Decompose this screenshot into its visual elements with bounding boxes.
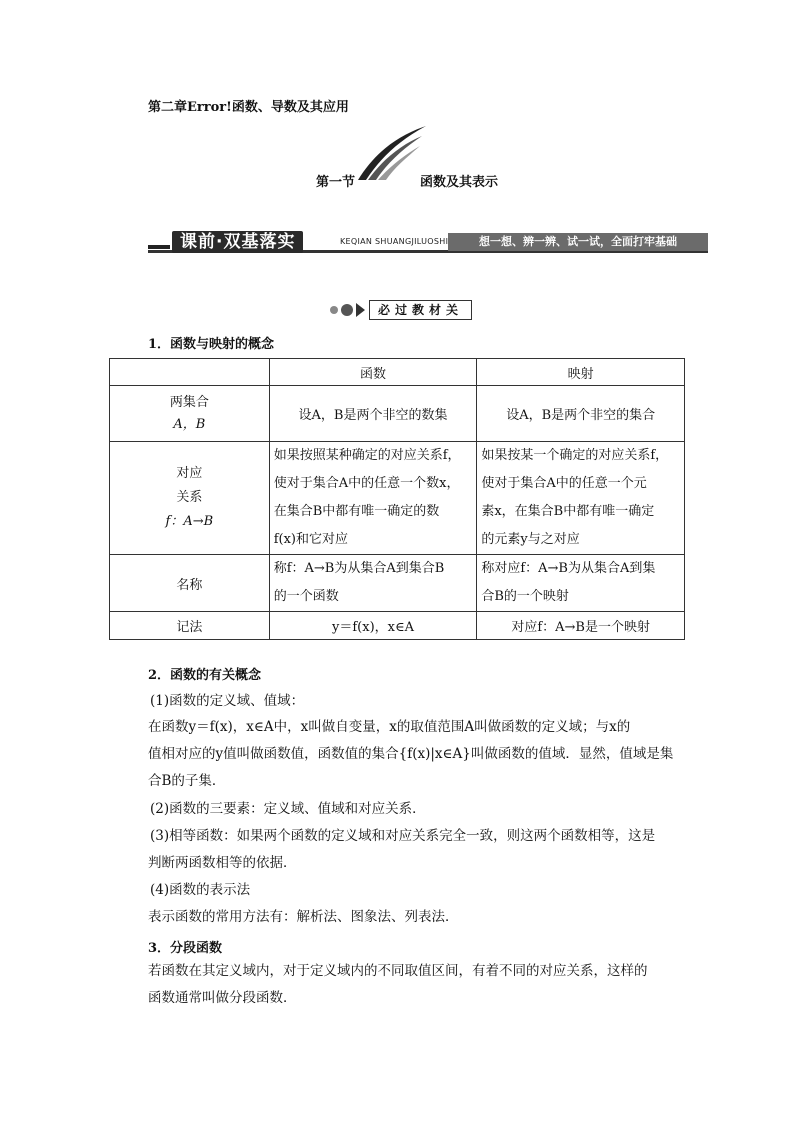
- cell-line: 如果按某一个确定的对应关系f，: [481, 448, 669, 463]
- paragraph: [148, 714, 688, 795]
- cell-line: 合B的一个映射: [481, 589, 569, 604]
- paragraph-line: 合B的子集．: [148, 773, 226, 789]
- cell-line: f(x)和它对应: [273, 532, 349, 547]
- heading-2: 2．函数的有关概念: [148, 668, 262, 683]
- table-cell: 设A，B是两个非空的集合: [477, 386, 685, 442]
- table-header: 映射: [477, 359, 685, 386]
- table-header-row: [110, 359, 685, 386]
- subheading: (4)函数的表示法: [150, 882, 251, 898]
- paragraph-line: 在函数y＝f(x)，x∈A中，x叫做自变量，x的取值范围A叫做函数的定义域；与x的: [148, 719, 631, 735]
- table-cell: [269, 442, 477, 555]
- table-header: 函数: [269, 359, 477, 386]
- banner-bar: [148, 245, 170, 249]
- cell-line: 使对于集合A中的任意一个数x，: [273, 476, 460, 491]
- paragraph-line: (3)相等函数：如果两个函数的定义域和对应关系完全一致，则这两个函数相等，这是: [150, 828, 656, 844]
- paragraph-line: 若函数在其定义域内，对于定义域内的不同取值区间，有着不同的对应关系，这样的: [148, 963, 648, 979]
- heading-1: 1．函数与映射的概念: [148, 337, 275, 352]
- cell-line: 的元素y与之对应: [481, 532, 580, 547]
- paragraph: [148, 958, 688, 1012]
- pill-label: 必过教材关: [369, 300, 472, 320]
- cell-line: 如果按照某种确定的对应关系f，: [273, 448, 461, 463]
- swoosh-decoration: [356, 124, 428, 182]
- table-cell: [477, 555, 685, 612]
- table-row: [110, 612, 685, 640]
- paragraph-line: 值相对应的y值叫做函数值，函数值的集合{f(x)|x∈A}叫做函数的值域．显然，值域是集: [148, 746, 674, 762]
- section-pill: [330, 300, 472, 320]
- cell-line: 称对应f：A→B为从集合A到集: [481, 561, 656, 576]
- row-label-line: A，B: [173, 416, 206, 432]
- table-row: [110, 442, 685, 555]
- table-row: [110, 555, 685, 612]
- row-label-line: 关系: [176, 490, 203, 505]
- cell-line: 使对于集合A中的任意一个元: [481, 476, 647, 491]
- table-cell: [269, 555, 477, 612]
- table-cell: 对应f：A→B是一个映射: [477, 612, 685, 640]
- banner-english: KEQIAN SHUANGJILUOSHI: [340, 237, 449, 246]
- cell-line: 素x，在集合B中都有唯一确定: [481, 504, 655, 519]
- row-label-line: 对应: [176, 466, 203, 481]
- triangle-icon: [356, 303, 365, 317]
- cell-line: 称f：A→B为从集合A到集合B: [273, 561, 445, 576]
- table-cell: y＝f(x)，x∈A: [269, 612, 477, 640]
- banner-title: 课前·双基落实: [172, 231, 303, 253]
- banner-slogan: 想一想、辨一辨、试一试，全面打牢基础: [448, 233, 708, 251]
- paragraph-line: 判断两函数相等的依据．: [148, 855, 297, 871]
- table-header: [110, 359, 270, 386]
- row-label: 名称: [110, 555, 270, 612]
- heading-3: 3．分段函数: [148, 941, 223, 956]
- cell-line: 在集合B中都有唯一确定的数: [273, 504, 440, 519]
- subheading: (1)函数的定义域、值域：: [150, 693, 305, 709]
- chapter-title: 第二章Error!函数、导数及其应用: [148, 100, 349, 115]
- cell-line: 的一个函数: [273, 589, 339, 604]
- dot-icon: [341, 304, 353, 316]
- paragraph: [148, 823, 688, 877]
- table-cell: [477, 442, 685, 555]
- row-label: 记法: [110, 612, 270, 640]
- row-label: [110, 442, 270, 555]
- row-label: [110, 386, 270, 442]
- row-label-line: f：A→B: [165, 514, 214, 529]
- table-row: [110, 386, 685, 442]
- paragraph-line: 函数通常叫做分段函数．: [148, 990, 297, 1006]
- row-label-line: 两集合: [169, 394, 209, 410]
- paragraph: 表示函数的常用方法有：解析法、图象法、列表法．: [148, 909, 459, 925]
- section-title: 函数及其表示: [420, 175, 499, 190]
- dot-icon: [330, 306, 338, 314]
- concept-table: [109, 358, 685, 640]
- table-cell: 设A，B是两个非空的数集: [269, 386, 477, 442]
- paragraph: (2)函数的三要素：定义域、值域和对应关系．: [150, 801, 426, 817]
- banner: [148, 232, 303, 252]
- section-number: 第一节: [316, 175, 356, 190]
